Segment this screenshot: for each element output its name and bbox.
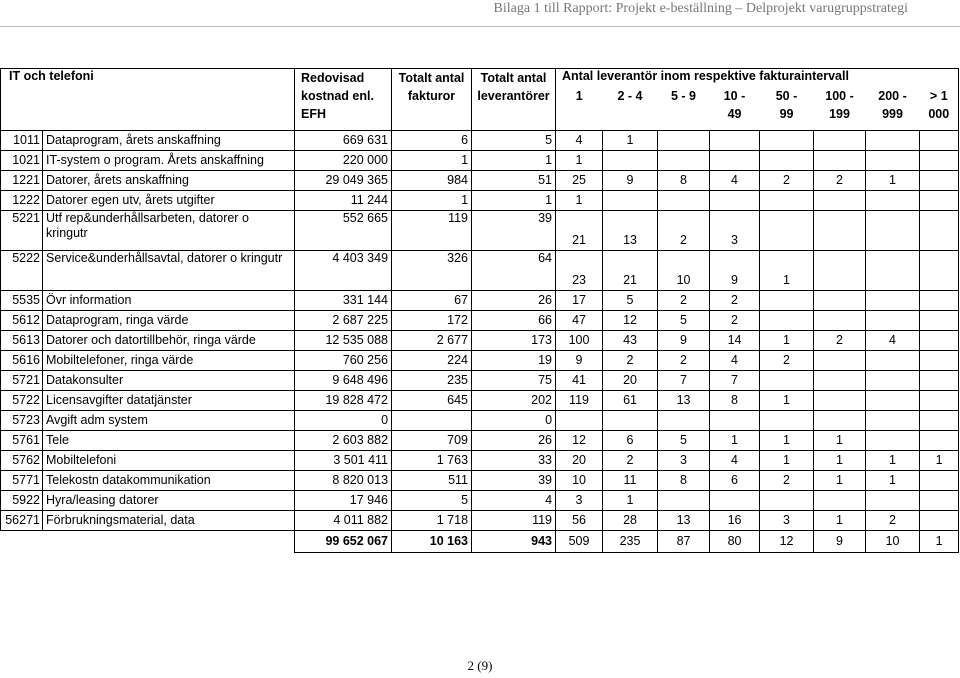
- suppliers-cell: 26: [472, 291, 556, 311]
- interval-count-cell: 2: [658, 351, 710, 371]
- account-description: Telekostn datakommunikation: [43, 471, 295, 491]
- interval-count-cell: 14: [710, 331, 760, 351]
- table-row: [1, 251, 959, 291]
- suppliers-cell: 4: [472, 491, 556, 511]
- table-row: [1, 191, 959, 211]
- interval-count-cell: 43: [603, 331, 658, 351]
- interval-count-cell: [710, 131, 760, 151]
- interval-count-cell: 28: [603, 511, 658, 531]
- account-description: Utf rep&underhållsarbeten, datorer o kringutr: [43, 211, 295, 251]
- cost-cell: 29 049 365: [295, 171, 392, 191]
- table-row: [1, 391, 959, 411]
- account-code: 1011: [1, 131, 43, 151]
- cost-cell: 11 244: [295, 191, 392, 211]
- account-description: Licensavgifter datatjänster: [43, 391, 295, 411]
- total-interval-count: 1: [920, 531, 959, 553]
- interval-count-cell: 1: [920, 451, 959, 471]
- interval-count-cell: 4: [710, 171, 760, 191]
- invoices-cell: 5: [392, 491, 472, 511]
- invoices-cell: 235: [392, 371, 472, 391]
- total-interval-count: 9: [814, 531, 866, 553]
- account-description: Datorer, årets anskaffning: [43, 171, 295, 191]
- interval-count-cell: [603, 411, 658, 431]
- interval-count-cell: [710, 191, 760, 211]
- interval-count-cell: 1: [866, 171, 920, 191]
- interval-count-cell: 5: [603, 291, 658, 311]
- interval-count-cell: [866, 371, 920, 391]
- interval-count-cell: 13: [603, 211, 658, 251]
- interval-count-cell: 1: [760, 331, 814, 351]
- interval-count-cell: [658, 411, 710, 431]
- account-description: Datorer och datortillbehör, ringa värde: [43, 331, 295, 351]
- interval-count-cell: 11: [603, 471, 658, 491]
- account-description: Dataprogram, årets anskaffning: [43, 131, 295, 151]
- interval-count-cell: 1: [814, 511, 866, 531]
- interval-count-cell: [814, 391, 866, 411]
- account-description: Övr information: [43, 291, 295, 311]
- cost-cell: 3 501 411: [295, 451, 392, 471]
- interval-count-cell: [760, 131, 814, 151]
- header-row-1: [1, 69, 959, 87]
- cost-cell: 2 603 882: [295, 431, 392, 451]
- interval-count-cell: 1: [603, 131, 658, 151]
- interval-100-199: 100 - 199: [825, 88, 854, 121]
- account-description: Datorer egen utv, årets utgifter: [43, 191, 295, 211]
- interval-count-cell: [760, 371, 814, 391]
- invoices-cell: 224: [392, 351, 472, 371]
- table-row: [1, 311, 959, 331]
- invoices-cell: 984: [392, 171, 472, 191]
- invoices-cell: 326: [392, 251, 472, 291]
- interval-count-cell: [814, 311, 866, 331]
- interval-count-cell: 4: [866, 331, 920, 351]
- interval-count-cell: 3: [710, 211, 760, 251]
- interval-count-cell: 21: [556, 211, 603, 251]
- invoices-cell: 645: [392, 391, 472, 411]
- interval-count-cell: 1: [603, 491, 658, 511]
- account-description: Dataprogram, ringa värde: [43, 311, 295, 331]
- invoices-cell: 1 718: [392, 511, 472, 531]
- invoices-cell: 6: [392, 131, 472, 151]
- interval-count-cell: [866, 191, 920, 211]
- account-description: IT-system o program. Årets anskaffning: [43, 151, 295, 171]
- it-telefoni-table: [0, 68, 959, 553]
- interval-count-cell: [710, 491, 760, 511]
- cost-cell: 0: [295, 411, 392, 431]
- table-row: [1, 211, 959, 251]
- account-code: 5762: [1, 451, 43, 471]
- table-row: [1, 171, 959, 191]
- interval-count-cell: 3: [658, 451, 710, 471]
- invoices-cell: 172: [392, 311, 472, 331]
- invoices-cell: 709: [392, 431, 472, 451]
- interval-count-cell: 1: [556, 151, 603, 171]
- suppliers-cell: 26: [472, 431, 556, 451]
- cost-cell: 9 648 496: [295, 371, 392, 391]
- interval-count-cell: 4: [710, 351, 760, 371]
- account-description: Förbrukningsmaterial, data: [43, 511, 295, 531]
- interval-count-cell: [866, 411, 920, 431]
- account-code: 1021: [1, 151, 43, 171]
- account-code: 5771: [1, 471, 43, 491]
- interval-count-cell: [814, 351, 866, 371]
- suppliers-cell: 0: [472, 411, 556, 431]
- invoices-cell: [392, 411, 472, 431]
- interval-count-cell: [866, 211, 920, 251]
- table-row: [1, 371, 959, 391]
- interval-count-cell: [866, 131, 920, 151]
- interval-count-cell: 2: [866, 511, 920, 531]
- interval-count-cell: [920, 391, 959, 411]
- account-code: 5922: [1, 491, 43, 511]
- interval-count-cell: [658, 151, 710, 171]
- interval-count-cell: [658, 131, 710, 151]
- interval-count-cell: [814, 191, 866, 211]
- interval-count-cell: [814, 371, 866, 391]
- interval-count-cell: 1: [866, 451, 920, 471]
- interval-10-49: 10 - 49: [723, 88, 746, 121]
- interval-count-cell: [920, 411, 959, 431]
- suppliers-cell: 173: [472, 331, 556, 351]
- suppliers-cell: 39: [472, 471, 556, 491]
- page-header: Bilaga 1 till Rapport: Projekt e-beställning – Delprojekt varugruppstrategi: [493, 1, 908, 16]
- total-interval-count: 509: [556, 531, 603, 553]
- interval-count-cell: 25: [556, 171, 603, 191]
- total-interval-count: 80: [710, 531, 760, 553]
- interval-count-cell: [866, 151, 920, 171]
- account-code: 1221: [1, 171, 43, 191]
- interval-count-cell: 2: [603, 451, 658, 471]
- account-description: Mobiltelefoni: [43, 451, 295, 471]
- total-interval-count: 12: [760, 531, 814, 553]
- table-row: [1, 511, 959, 531]
- interval-count-cell: 1: [760, 251, 814, 291]
- interval-count-cell: 2: [710, 311, 760, 331]
- interval-count-cell: 5: [658, 311, 710, 331]
- account-code: 56271: [1, 511, 43, 531]
- interval-count-cell: [920, 291, 959, 311]
- interval-count-cell: 2: [710, 291, 760, 311]
- interval-count-cell: 6: [603, 431, 658, 451]
- interval-count-cell: 12: [556, 431, 603, 451]
- interval-count-cell: [760, 211, 814, 251]
- interval-count-cell: 2: [760, 171, 814, 191]
- suppliers-cell: 5: [472, 131, 556, 151]
- interval-count-cell: 9: [658, 331, 710, 351]
- interval-count-cell: 2: [658, 291, 710, 311]
- suppliers-cell: 64: [472, 251, 556, 291]
- cost-cell: 4 403 349: [295, 251, 392, 291]
- interval-count-cell: 10: [556, 471, 603, 491]
- interval-count-cell: 56: [556, 511, 603, 531]
- interval-count-cell: [920, 151, 959, 171]
- cost-cell: 17 946: [295, 491, 392, 511]
- interval-count-cell: 7: [710, 371, 760, 391]
- total-interval-count: 10: [866, 531, 920, 553]
- cost-cell: 760 256: [295, 351, 392, 371]
- cost-cell: 669 631: [295, 131, 392, 151]
- interval-count-cell: [866, 251, 920, 291]
- interval-count-cell: 3: [556, 491, 603, 511]
- account-code: 5761: [1, 431, 43, 451]
- suppliers-cell: 39: [472, 211, 556, 251]
- interval-count-cell: 1: [760, 391, 814, 411]
- interval-count-cell: 7: [658, 371, 710, 391]
- interval-count-cell: 41: [556, 371, 603, 391]
- interval-count-cell: 100: [556, 331, 603, 351]
- account-code: 5612: [1, 311, 43, 331]
- table-row: [1, 431, 959, 451]
- interval-count-cell: 1: [814, 471, 866, 491]
- account-code: 5723: [1, 411, 43, 431]
- invoices-cell: 1: [392, 151, 472, 171]
- interval-50-99: 50 - 99: [775, 88, 798, 121]
- table-row: [1, 451, 959, 471]
- table-row: [1, 351, 959, 371]
- interval-count-cell: [814, 211, 866, 251]
- interval-count-cell: [814, 291, 866, 311]
- interval-count-cell: [814, 411, 866, 431]
- interval-count-cell: 2: [760, 351, 814, 371]
- interval-count-cell: 2: [658, 211, 710, 251]
- total-interval-count: 235: [603, 531, 658, 553]
- interval-count-cell: 61: [603, 391, 658, 411]
- account-description: Mobiltelefoner, ringa värde: [43, 351, 295, 371]
- page-number: 2 (9): [467, 658, 493, 673]
- interval-count-cell: 119: [556, 391, 603, 411]
- interval-count-cell: 20: [556, 451, 603, 471]
- account-code: 5722: [1, 391, 43, 411]
- interval-count-cell: 8: [658, 171, 710, 191]
- interval-count-cell: 10: [658, 251, 710, 291]
- interval-count-cell: 1: [814, 451, 866, 471]
- cost-cell: 8 820 013: [295, 471, 392, 491]
- interval-2-4: 2 - 4: [617, 88, 643, 103]
- header-divider: [0, 26, 960, 27]
- table-row: [1, 291, 959, 311]
- table-row: [1, 491, 959, 511]
- interval-count-cell: 21: [603, 251, 658, 291]
- suppliers-cell: 75: [472, 371, 556, 391]
- suppliers-cell: 19: [472, 351, 556, 371]
- interval-count-cell: 9: [710, 251, 760, 291]
- interval-count-cell: [920, 351, 959, 371]
- cost-cell: 2 687 225: [295, 311, 392, 331]
- interval-count-cell: 2: [760, 471, 814, 491]
- total-invoices: 10 163: [392, 531, 472, 553]
- table-title: IT och telefoni: [1, 69, 295, 87]
- interval-count-cell: 4: [710, 451, 760, 471]
- col-redovisad-header: Redovisad kostnad enl. EFH: [295, 69, 392, 131]
- interval-count-cell: [866, 311, 920, 331]
- suppliers-cell: 1: [472, 191, 556, 211]
- invoices-cell: 1 763: [392, 451, 472, 471]
- table-row: [1, 331, 959, 351]
- interval-count-cell: [760, 151, 814, 171]
- interval-count-cell: [920, 311, 959, 331]
- col-leverantorer-header: Totalt antal leverantörer: [472, 69, 556, 131]
- interval-count-cell: 13: [658, 511, 710, 531]
- cost-cell: 552 665: [295, 211, 392, 251]
- interval-count-cell: [603, 151, 658, 171]
- account-code: 1222: [1, 191, 43, 211]
- interval-count-cell: 12: [603, 311, 658, 331]
- interval-count-cell: 13: [658, 391, 710, 411]
- account-code: 5535: [1, 291, 43, 311]
- interval-count-cell: 9: [603, 171, 658, 191]
- interval-count-cell: [866, 391, 920, 411]
- interval-count-cell: 1: [866, 471, 920, 491]
- suppliers-cell: 202: [472, 391, 556, 411]
- interval-count-cell: [760, 191, 814, 211]
- table-row: [1, 411, 959, 431]
- account-code: 5221: [1, 211, 43, 251]
- interval-count-cell: 1: [814, 431, 866, 451]
- interval-count-cell: [814, 251, 866, 291]
- interval-count-cell: [658, 491, 710, 511]
- invoices-cell: 511: [392, 471, 472, 491]
- interval-1: 1: [556, 87, 603, 131]
- interval-count-cell: 3: [760, 511, 814, 531]
- interval-count-cell: [920, 191, 959, 211]
- interval-count-cell: [920, 211, 959, 251]
- account-description: Hyra/leasing datorer: [43, 491, 295, 511]
- interval-count-cell: [710, 411, 760, 431]
- interval-count-cell: 8: [658, 471, 710, 491]
- interval-count-cell: 17: [556, 291, 603, 311]
- account-description: Tele: [43, 431, 295, 451]
- cost-cell: 220 000: [295, 151, 392, 171]
- interval-count-cell: [866, 431, 920, 451]
- interval-count-cell: [760, 291, 814, 311]
- interval-count-cell: [920, 511, 959, 531]
- total-interval-count: 87: [658, 531, 710, 553]
- interval-count-cell: [866, 351, 920, 371]
- invoices-cell: 67: [392, 291, 472, 311]
- interval-count-cell: [920, 471, 959, 491]
- total-suppliers: 943: [472, 531, 556, 553]
- interval-count-cell: 1: [710, 431, 760, 451]
- interval-count-cell: 2: [814, 331, 866, 351]
- invoices-cell: 1: [392, 191, 472, 211]
- suppliers-cell: 1: [472, 151, 556, 171]
- account-code: 5616: [1, 351, 43, 371]
- interval-count-cell: 6: [710, 471, 760, 491]
- interval-count-cell: [814, 151, 866, 171]
- interval-count-cell: [920, 331, 959, 351]
- totals-row: [1, 531, 959, 553]
- interval-count-cell: 47: [556, 311, 603, 331]
- invoices-cell: 119: [392, 211, 472, 251]
- col-group-header: Antal leverantör inom respektive fakturaintervall: [556, 69, 959, 87]
- totals-spacer: [1, 531, 295, 553]
- interval-count-cell: [920, 171, 959, 191]
- account-code: 5222: [1, 251, 43, 291]
- interval-count-cell: [760, 491, 814, 511]
- interval-count-cell: 8: [710, 391, 760, 411]
- interval-count-cell: 4: [556, 131, 603, 151]
- interval-count-cell: [920, 431, 959, 451]
- interval-count-cell: [710, 151, 760, 171]
- account-code: 5721: [1, 371, 43, 391]
- suppliers-cell: 119: [472, 511, 556, 531]
- interval-count-cell: 5: [658, 431, 710, 451]
- interval-count-cell: [603, 191, 658, 211]
- account-description: Service&underhållsavtal, datorer o kringutr: [43, 251, 295, 291]
- interval-200-999: 200 - 999: [878, 88, 907, 121]
- interval-count-cell: 2: [603, 351, 658, 371]
- interval-count-cell: [760, 411, 814, 431]
- interval-count-cell: 2: [814, 171, 866, 191]
- interval-count-cell: [658, 191, 710, 211]
- cost-cell: 12 535 088: [295, 331, 392, 351]
- cost-cell: 331 144: [295, 291, 392, 311]
- interval-count-cell: [920, 371, 959, 391]
- table-row: [1, 471, 959, 491]
- interval-count-cell: 16: [710, 511, 760, 531]
- interval-count-cell: 1: [760, 451, 814, 471]
- total-cost: 99 652 067: [295, 531, 392, 553]
- col-fakturor-header: Totalt antal fakturor: [392, 69, 472, 131]
- interval-count-cell: 9: [556, 351, 603, 371]
- interval-count-cell: 1: [760, 431, 814, 451]
- interval-count-cell: [866, 291, 920, 311]
- interval-count-cell: [760, 311, 814, 331]
- table-row: [1, 131, 959, 151]
- account-code: 5613: [1, 331, 43, 351]
- account-description: Datakonsulter: [43, 371, 295, 391]
- invoices-cell: 2 677: [392, 331, 472, 351]
- interval-count-cell: [866, 491, 920, 511]
- interval-count-cell: [814, 491, 866, 511]
- interval-count-cell: [556, 411, 603, 431]
- table-body: [1, 131, 959, 553]
- title-spacer: [1, 87, 295, 131]
- suppliers-cell: 51: [472, 171, 556, 191]
- cost-cell: 19 828 472: [295, 391, 392, 411]
- cost-cell: 4 011 882: [295, 511, 392, 531]
- table-row: [1, 151, 959, 171]
- interval-over-1000: > 1 000: [920, 87, 959, 131]
- interval-count-cell: 1: [556, 191, 603, 211]
- account-description: Avgift adm system: [43, 411, 295, 431]
- interval-5-9: 5 - 9: [671, 88, 697, 103]
- interval-count-cell: 20: [603, 371, 658, 391]
- suppliers-cell: 66: [472, 311, 556, 331]
- suppliers-cell: 33: [472, 451, 556, 471]
- interval-count-cell: [814, 131, 866, 151]
- interval-count-cell: [920, 491, 959, 511]
- interval-count-cell: 23: [556, 251, 603, 291]
- interval-count-cell: [920, 251, 959, 291]
- interval-count-cell: [920, 131, 959, 151]
